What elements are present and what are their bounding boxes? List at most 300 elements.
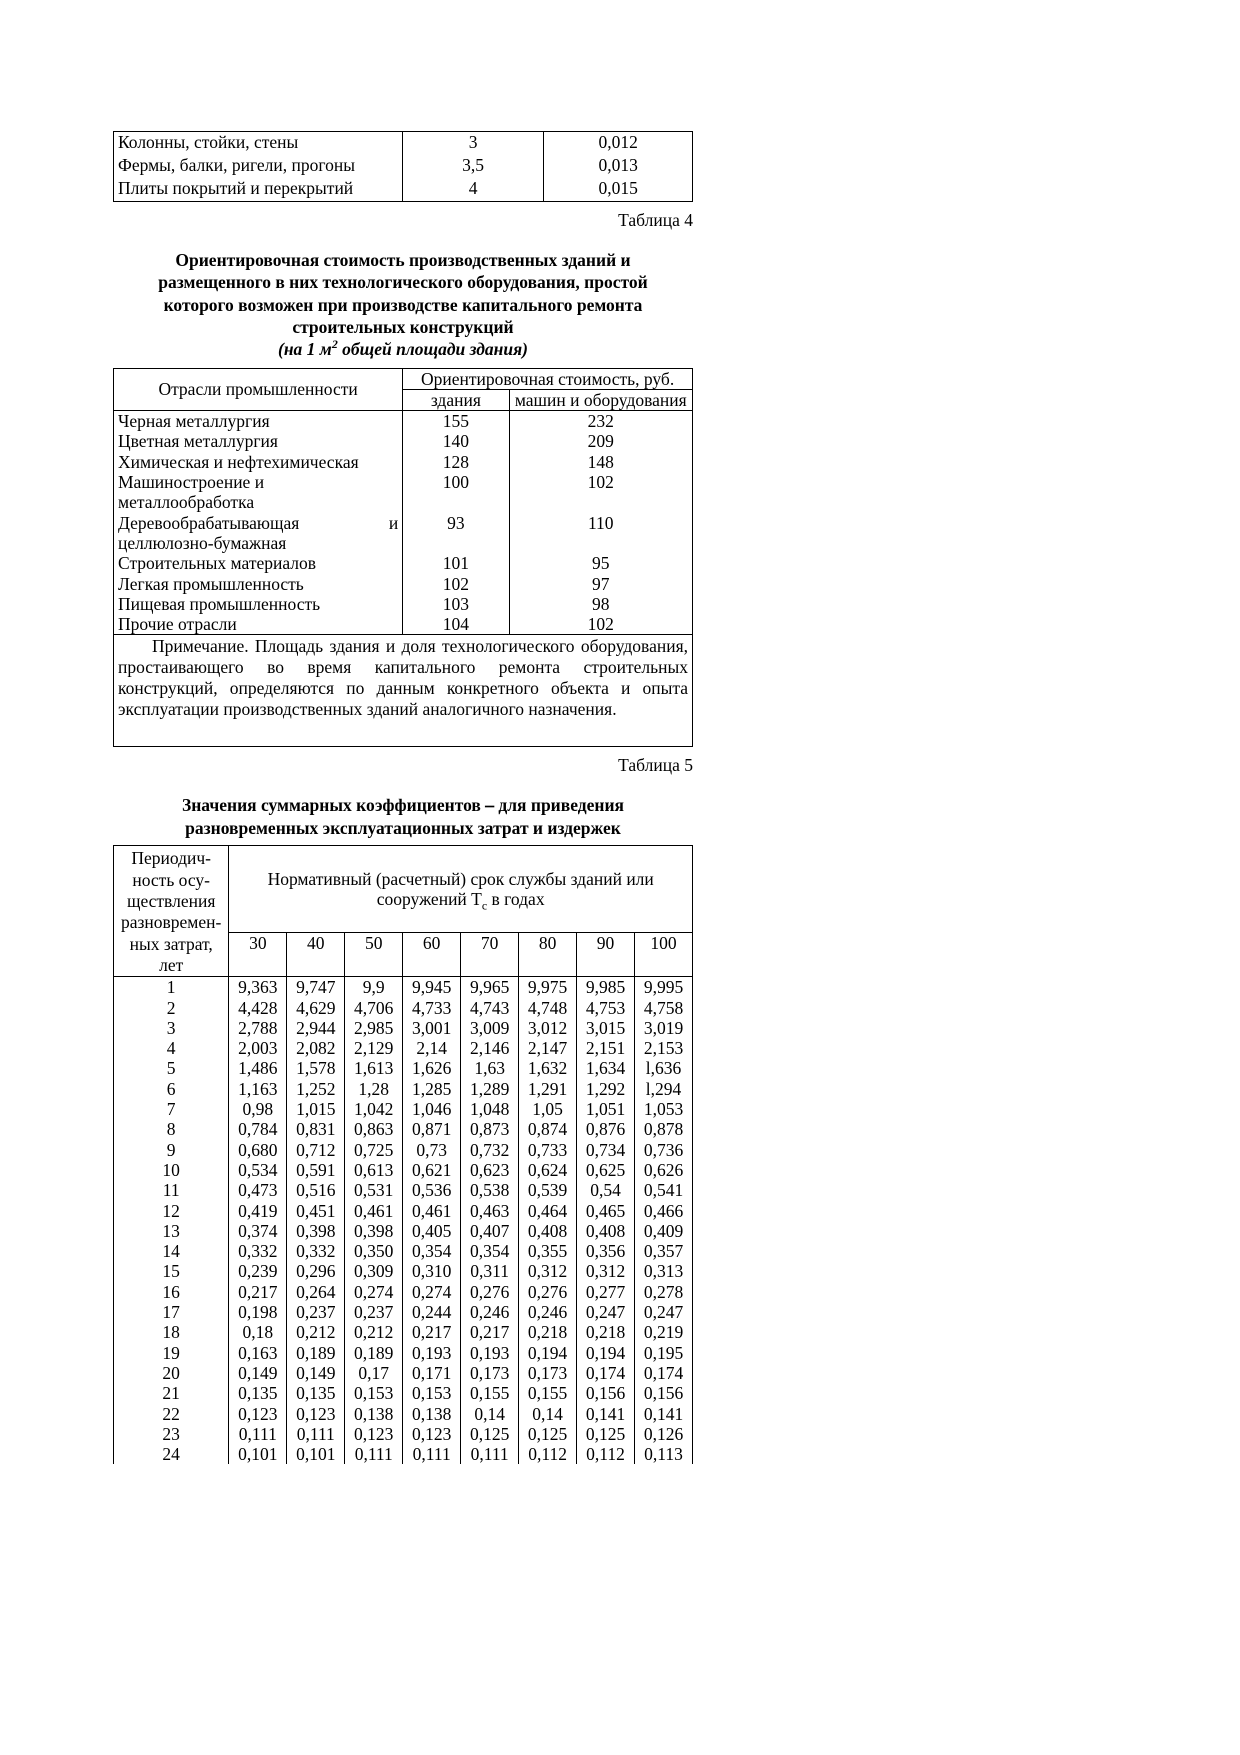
header-year-70: 70 <box>461 932 519 976</box>
table-row <box>114 431 693 451</box>
header-branch: Отрасли промышленности <box>114 368 403 411</box>
cell-coefficient: 0,732 <box>461 1140 519 1160</box>
cell-value: 0,013 <box>544 155 693 178</box>
table-row <box>114 472 693 513</box>
cell-coefficient: 2,082 <box>287 1038 345 1058</box>
cell-coefficient: 4,748 <box>519 998 577 1018</box>
cell-machines-cost: 102 <box>509 614 692 635</box>
cell-coefficient: 9,945 <box>403 977 461 998</box>
cell-coefficient: 0,195 <box>635 1343 693 1363</box>
table-row <box>114 132 693 156</box>
cell-coefficient: 0,113 <box>635 1444 693 1464</box>
cell-coefficient: 0,277 <box>577 1282 635 1302</box>
table-row <box>114 1444 693 1464</box>
cell-coefficient: 0,101 <box>287 1444 345 1464</box>
cell-coefficient: 0,313 <box>635 1261 693 1281</box>
table-4-header-row <box>114 368 693 389</box>
cell-coefficient: 0,463 <box>461 1201 519 1221</box>
table-row <box>114 1180 693 1200</box>
table-4-caption: Таблица 4 <box>618 210 693 230</box>
cell-coefficient: 0,73 <box>403 1140 461 1160</box>
table-row <box>114 1119 693 1139</box>
cell-branch: Черная металлургия <box>114 411 403 432</box>
cell-coefficient: 4,706 <box>345 998 403 1018</box>
cell-coefficient: 4,428 <box>229 998 287 1018</box>
cell-buildings-cost: 103 <box>403 594 509 614</box>
cell-period: 23 <box>114 1424 229 1444</box>
table-row <box>114 1018 693 1038</box>
cell-coefficient: 0,466 <box>635 1201 693 1221</box>
table-row <box>114 1038 693 1058</box>
cell-coefficient: 0,111 <box>345 1444 403 1464</box>
table-row <box>114 1160 693 1180</box>
cell-buildings-cost: 100 <box>403 472 509 513</box>
cell-coefficient: 1,046 <box>403 1099 461 1119</box>
cell-coefficient: 4,758 <box>635 998 693 1018</box>
cell-coefficient: 0,733 <box>519 1140 577 1160</box>
cell-coefficient: 0,873 <box>461 1119 519 1139</box>
table-4-note <box>114 635 693 747</box>
cell-coefficient: 0,198 <box>229 1302 287 1322</box>
table-5-body <box>114 977 693 1465</box>
cell-machines-cost: 110 <box>509 513 692 554</box>
cell-coefficient: 1,28 <box>345 1079 403 1099</box>
cell-number: 3,5 <box>402 155 544 178</box>
cell-coefficient: 0,712 <box>287 1140 345 1160</box>
cell-coefficient: 1,578 <box>287 1058 345 1078</box>
cell-coefficient: 0,149 <box>229 1363 287 1383</box>
cell-coefficient: 0,310 <box>403 1261 461 1281</box>
cell-coefficient: 0,725 <box>345 1140 403 1160</box>
table-row <box>114 614 693 635</box>
cell-machines-cost: 102 <box>509 472 692 513</box>
table-row <box>114 411 693 432</box>
cell-coefficient: 3,012 <box>519 1018 577 1038</box>
cell-period: 11 <box>114 1180 229 1200</box>
cell-coefficient: 0,141 <box>635 1404 693 1424</box>
cell-coefficient: 0,356 <box>577 1241 635 1261</box>
cell-coefficient: 0,217 <box>229 1282 287 1302</box>
cell-coefficient: 1,285 <box>403 1079 461 1099</box>
cell-coefficient: 3,001 <box>403 1018 461 1038</box>
cell-buildings-cost: 155 <box>403 411 509 432</box>
table-4 <box>113 368 693 748</box>
cell-period: 7 <box>114 1099 229 1119</box>
table-row <box>114 1343 693 1363</box>
cell-coefficient: 0,163 <box>229 1343 287 1363</box>
header-machines: машин и оборудования <box>509 389 692 410</box>
header-service-life-suffix: в годах <box>487 889 545 910</box>
cell-coefficient: 1,634 <box>577 1058 635 1078</box>
cell-coefficient: 1,163 <box>229 1079 287 1099</box>
cell-coefficient: 0,111 <box>403 1444 461 1464</box>
cell-coefficient: 0,874 <box>519 1119 577 1139</box>
cell-coefficient: 0,626 <box>635 1160 693 1180</box>
cell-coefficient: 0,189 <box>345 1343 403 1363</box>
table-4-note-row <box>114 635 693 747</box>
cell-coefficient: 1,05 <box>519 1099 577 1119</box>
cell-coefficient: 0,623 <box>461 1160 519 1180</box>
cell-period: 13 <box>114 1221 229 1241</box>
cell-coefficient: 0,217 <box>461 1322 519 1342</box>
cell-machines-cost: 148 <box>509 452 692 472</box>
cell-period: 1 <box>114 977 229 998</box>
cell-branch: Пищевая промышленность <box>114 594 403 614</box>
cell-coefficient: 0,451 <box>287 1201 345 1221</box>
table-row <box>114 452 693 472</box>
cell-coefficient: 0,101 <box>229 1444 287 1464</box>
cell-coefficient: 0,126 <box>635 1424 693 1444</box>
cell-coefficient: 0,155 <box>519 1383 577 1403</box>
cell-coefficient: 0,876 <box>577 1119 635 1139</box>
header-year-60: 60 <box>403 932 461 976</box>
cell-coefficient: 1,292 <box>577 1079 635 1099</box>
cell-coefficient: 0,123 <box>345 1424 403 1444</box>
table-4-title-line: Ориентировочная стоимость производственных зданий и <box>175 250 631 270</box>
cell-coefficient: 3,009 <box>461 1018 519 1038</box>
cell-coefficient: 0,624 <box>519 1160 577 1180</box>
header-periodicity-line: ность осу- <box>132 869 210 890</box>
cell-coefficient: 0,264 <box>287 1282 345 1302</box>
table-4-subtitle-superscript: 2 <box>331 336 338 351</box>
cell-coefficient: 0,541 <box>635 1180 693 1200</box>
cell-value: 0,012 <box>544 132 693 156</box>
cell-coefficient: 0,374 <box>229 1221 287 1241</box>
table-row <box>114 1424 693 1444</box>
table-row <box>114 178 693 202</box>
cell-buildings-cost: 140 <box>403 431 509 451</box>
cell-coefficient: 0,405 <box>403 1221 461 1241</box>
cell-coefficient: 0,312 <box>577 1261 635 1281</box>
cell-coefficient: 0,125 <box>577 1424 635 1444</box>
cell-buildings-cost: 101 <box>403 553 509 573</box>
table-row <box>114 1404 693 1424</box>
cell-coefficient: 0,135 <box>229 1383 287 1403</box>
cell-coefficient: 0,680 <box>229 1140 287 1160</box>
cell-coefficient: 1,291 <box>519 1079 577 1099</box>
cell-coefficient: 0,407 <box>461 1221 519 1241</box>
cell-period: 16 <box>114 1282 229 1302</box>
cell-coefficient: 2,146 <box>461 1038 519 1058</box>
cell-coefficient: 1,63 <box>461 1058 519 1078</box>
cell-coefficient: 0,516 <box>287 1180 345 1200</box>
cell-coefficient: 0,237 <box>287 1302 345 1322</box>
header-periodicity-line: разновремен- <box>120 912 222 933</box>
cell-coefficient: 0,112 <box>577 1444 635 1464</box>
table-row <box>114 1058 693 1078</box>
table-row <box>114 553 693 573</box>
cell-coefficient: 0,871 <box>403 1119 461 1139</box>
cell-period: 6 <box>114 1079 229 1099</box>
table-4-title-line: строительных конструкций <box>292 317 514 338</box>
cell-period: 22 <box>114 1404 229 1424</box>
table-3-body <box>114 132 693 202</box>
cell-coefficient: 0,409 <box>635 1221 693 1241</box>
table-4-subtitle-prefix: (на 1 м <box>278 338 332 359</box>
table-4-head <box>114 368 693 411</box>
cell-coefficient: 0,276 <box>461 1282 519 1302</box>
cell-coefficient: 0,156 <box>635 1383 693 1403</box>
header-periodicity-line: лет <box>159 954 184 975</box>
cell-coefficient: 3,019 <box>635 1018 693 1038</box>
cell-period: 4 <box>114 1038 229 1058</box>
cell-buildings-cost: 102 <box>403 574 509 594</box>
table-5-caption: Таблица 5 <box>618 755 693 776</box>
cell-coefficient: 0,309 <box>345 1261 403 1281</box>
cell-coefficient: 0,123 <box>287 1404 345 1424</box>
cell-coefficient: 0,784 <box>229 1119 287 1139</box>
cell-period: 19 <box>114 1343 229 1363</box>
cell-period: 21 <box>114 1383 229 1403</box>
table-row <box>114 1322 693 1342</box>
cell-coefficient: 1,613 <box>345 1058 403 1078</box>
cell-coefficient: 0,153 <box>345 1383 403 1403</box>
cell-coefficient: 2,788 <box>229 1018 287 1038</box>
table-row <box>114 1383 693 1403</box>
cell-machines-cost: 209 <box>509 431 692 451</box>
cell-branch: Химическая и нефтехимическая <box>114 452 403 472</box>
cell-coefficient: 1,626 <box>403 1058 461 1078</box>
header-service-life-subscript: с <box>481 898 488 913</box>
table-row <box>114 1099 693 1119</box>
cell-coefficient: 1,015 <box>287 1099 345 1119</box>
cell-coefficient: 0,18 <box>229 1322 287 1342</box>
table-4-subtitle-suffix: общей площади здания) <box>337 338 528 359</box>
cell-coefficient: 0,332 <box>287 1241 345 1261</box>
cell-coefficient: 1,048 <box>461 1099 519 1119</box>
cell-coefficient: 0,135 <box>287 1383 345 1403</box>
cell-coefficient: 9,975 <box>519 977 577 998</box>
cell-coefficient: 0,138 <box>345 1404 403 1424</box>
table-row <box>114 977 693 998</box>
table-4-body <box>114 411 693 635</box>
table-row <box>114 1363 693 1383</box>
cell-branch: Цветная металлургия <box>114 431 403 451</box>
cell-coefficient: 1,053 <box>635 1099 693 1119</box>
header-periodicity-line: ществления <box>126 890 216 911</box>
cell-machines-cost: 97 <box>509 574 692 594</box>
header-cost: Ориентировочная стоимость, руб. <box>403 368 693 389</box>
cell-coefficient: 0,419 <box>229 1201 287 1221</box>
cell-name: Фермы, балки, ригели, прогоны <box>114 155 403 178</box>
cell-number: 3 <box>402 132 544 156</box>
cell-period: 15 <box>114 1261 229 1281</box>
table-5-header-row <box>114 846 693 933</box>
table-4-title-line: размещенного в них технологического оборудования, простой <box>158 272 648 293</box>
cell-period: 18 <box>114 1322 229 1342</box>
table-5-head <box>114 846 693 977</box>
cell-period: 9 <box>114 1140 229 1160</box>
cell-coefficient: 9,995 <box>635 977 693 998</box>
table-4-foot <box>114 635 693 747</box>
table-5-title-line: Значения суммарных коэффициентов ⎯ для приведения <box>181 795 625 816</box>
header-service-life-prefix: Нормативный (расчетный) срок службы зданий или сооружений Т <box>267 868 654 910</box>
cell-coefficient: 0,398 <box>287 1221 345 1241</box>
cell-branch: Деревообрабатывающая и целлюлозно-бумажная <box>114 513 403 554</box>
cell-coefficient: 0,219 <box>635 1322 693 1342</box>
cell-branch: Прочие отрасли <box>114 614 403 635</box>
cell-coefficient: 4,753 <box>577 998 635 1018</box>
cell-coefficient: 0,171 <box>403 1363 461 1383</box>
table-row <box>114 1282 693 1302</box>
cell-coefficient: 0,123 <box>229 1404 287 1424</box>
cell-coefficient: 0,138 <box>403 1404 461 1424</box>
cell-buildings-cost: 104 <box>403 614 509 635</box>
table-row <box>114 998 693 1018</box>
cell-coefficient: 0,464 <box>519 1201 577 1221</box>
cell-coefficient: 0,217 <box>403 1322 461 1342</box>
table-4-title-line: которого возможен при производстве капитального ремонта <box>163 294 643 315</box>
cell-coefficient: 2,003 <box>229 1038 287 1058</box>
cell-coefficient: 4,733 <box>403 998 461 1018</box>
cell-coefficient: 0,212 <box>287 1322 345 1342</box>
cell-coefficient: 0,398 <box>345 1221 403 1241</box>
cell-coefficient: 0,408 <box>519 1221 577 1241</box>
cell-period: 3 <box>114 1018 229 1038</box>
header-periodicity-line: ных затрат, <box>129 933 213 954</box>
cell-value: 0,015 <box>544 178 693 202</box>
cell-coefficient: 0,194 <box>519 1343 577 1363</box>
cell-coefficient: 0,878 <box>635 1119 693 1139</box>
table-row <box>114 1261 693 1281</box>
cell-coefficient: 0,354 <box>461 1241 519 1261</box>
table-5 <box>113 845 693 1464</box>
cell-coefficient: 0,355 <box>519 1241 577 1261</box>
cell-coefficient: 0,123 <box>403 1424 461 1444</box>
cell-coefficient: 0,212 <box>345 1322 403 1342</box>
cell-coefficient: 0,54 <box>577 1180 635 1200</box>
cell-coefficient: 0,111 <box>461 1444 519 1464</box>
cell-coefficient: 2,147 <box>519 1038 577 1058</box>
cell-coefficient: 0,155 <box>461 1383 519 1403</box>
cell-coefficient: 0,149 <box>287 1363 345 1383</box>
table-5-title-line: разновременных эксплуатационных затрат и издержек <box>185 817 621 838</box>
cell-coefficient: 9,747 <box>287 977 345 998</box>
header-service-life <box>229 846 693 933</box>
table-row <box>114 155 693 178</box>
header-periodicity-line: Периодич- <box>131 848 211 869</box>
table-row <box>114 1140 693 1160</box>
cell-period: 20 <box>114 1363 229 1383</box>
cell-machines-cost: 98 <box>509 594 692 614</box>
table-row <box>114 1221 693 1241</box>
header-year-30: 30 <box>229 932 287 976</box>
cell-period: 12 <box>114 1201 229 1221</box>
cell-coefficient: 1,632 <box>519 1058 577 1078</box>
cell-coefficient: 0,274 <box>345 1282 403 1302</box>
cell-buildings-cost: 128 <box>403 452 509 472</box>
cell-period: 5 <box>114 1058 229 1078</box>
cell-period: 24 <box>114 1444 229 1464</box>
cell-coefficient: 0,14 <box>519 1404 577 1424</box>
table-row <box>114 513 693 554</box>
cell-coefficient: 4,743 <box>461 998 519 1018</box>
cell-coefficient: 0,111 <box>287 1424 345 1444</box>
cell-coefficient: 0,534 <box>229 1160 287 1180</box>
cell-coefficient: 0,276 <box>519 1282 577 1302</box>
cell-coefficient: 2,151 <box>577 1038 635 1058</box>
cell-coefficient: 0,296 <box>287 1261 345 1281</box>
cell-coefficient: 0,539 <box>519 1180 577 1200</box>
cell-period: 10 <box>114 1160 229 1180</box>
table-row <box>114 1241 693 1261</box>
cell-coefficient: 2,14 <box>403 1038 461 1058</box>
cell-coefficient: 0,193 <box>461 1343 519 1363</box>
header-year-80: 80 <box>519 932 577 976</box>
cell-coefficient: 0,98 <box>229 1099 287 1119</box>
cell-number: 4 <box>402 178 544 202</box>
cell-coefficient: 0,112 <box>519 1444 577 1464</box>
cell-coefficient: 0,863 <box>345 1119 403 1139</box>
cell-coefficient: 0,173 <box>519 1363 577 1383</box>
cell-coefficient: 0,237 <box>345 1302 403 1322</box>
table-3-fragment <box>113 131 693 202</box>
cell-branch: Машиностроение и металлообработка <box>114 472 403 513</box>
header-buildings: здания <box>403 389 509 410</box>
header-year-100: 100 <box>635 932 693 976</box>
cell-coefficient: 0,246 <box>519 1302 577 1322</box>
cell-coefficient: 4,629 <box>287 998 345 1018</box>
cell-machines-cost: 232 <box>509 411 692 432</box>
header-year-90: 90 <box>577 932 635 976</box>
cell-name: Колонны, стойки, стены <box>114 132 403 156</box>
table-5-title <box>113 794 693 839</box>
cell-coefficient: 1,486 <box>229 1058 287 1078</box>
cell-coefficient: 9,9 <box>345 977 403 998</box>
cell-coefficient: 0,613 <box>345 1160 403 1180</box>
cell-coefficient: 0,218 <box>519 1322 577 1342</box>
cell-coefficient: 0,239 <box>229 1261 287 1281</box>
cell-coefficient: 0,591 <box>287 1160 345 1180</box>
cell-coefficient: 0,246 <box>461 1302 519 1322</box>
cell-coefficient: 0,125 <box>461 1424 519 1444</box>
cell-coefficient: 0,831 <box>287 1119 345 1139</box>
cell-coefficient: 0,193 <box>403 1343 461 1363</box>
cell-coefficient: 3,015 <box>577 1018 635 1038</box>
cell-coefficient: 0,194 <box>577 1343 635 1363</box>
cell-coefficient: 0,332 <box>229 1241 287 1261</box>
cell-coefficient: 0,247 <box>635 1302 693 1322</box>
cell-coefficient: 0,625 <box>577 1160 635 1180</box>
cell-coefficient: 0,312 <box>519 1261 577 1281</box>
cell-coefficient: 0,244 <box>403 1302 461 1322</box>
cell-coefficient: 0,189 <box>287 1343 345 1363</box>
cell-coefficient: 0,734 <box>577 1140 635 1160</box>
cell-coefficient: 0,14 <box>461 1404 519 1424</box>
cell-coefficient: 0,357 <box>635 1241 693 1261</box>
cell-coefficient: 0,141 <box>577 1404 635 1424</box>
cell-coefficient: 2,129 <box>345 1038 403 1058</box>
cell-coefficient: 0,218 <box>577 1322 635 1342</box>
cell-coefficient: 9,965 <box>461 977 519 998</box>
cell-coefficient: 0,461 <box>345 1201 403 1221</box>
cell-period: 14 <box>114 1241 229 1261</box>
cell-coefficient: 0,274 <box>403 1282 461 1302</box>
cell-coefficient: 0,173 <box>461 1363 519 1383</box>
cell-coefficient: 9,985 <box>577 977 635 998</box>
cell-coefficient: 1,051 <box>577 1099 635 1119</box>
table-row <box>114 1302 693 1322</box>
cell-machines-cost: 95 <box>509 553 692 573</box>
cell-period: 2 <box>114 998 229 1018</box>
note-text: Примечание. Площадь здания и доля технологического оборудования, простаивающего во время капитального ремонта строительных конструкций, определяются по данным конкретного объекта и опыта эксплуатации производственных зданий аналогичного назначения. <box>118 636 688 720</box>
cell-coefficient: 2,944 <box>287 1018 345 1038</box>
table-row <box>114 594 693 614</box>
cell-coefficient: 0,350 <box>345 1241 403 1261</box>
table-4-subtitle <box>113 336 693 360</box>
page-content <box>113 131 693 1464</box>
cell-branch: Строительных материалов <box>114 553 403 573</box>
